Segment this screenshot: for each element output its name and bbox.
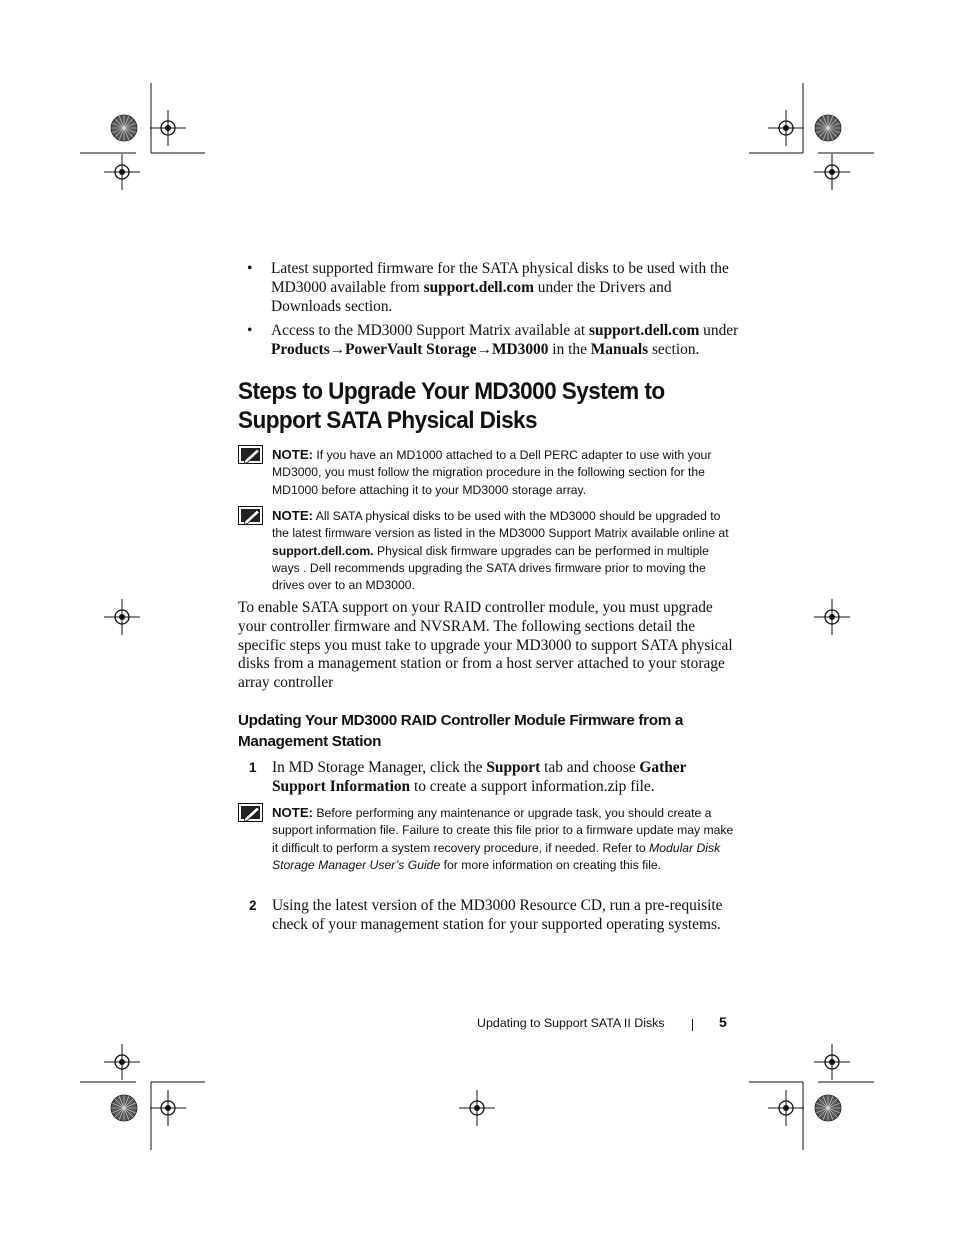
bullet-text bbox=[271, 259, 741, 316]
note-text bbox=[272, 804, 734, 874]
step-text bbox=[272, 759, 738, 797]
support-link[interactable]: support.dell.com bbox=[589, 322, 700, 339]
note-text-segment: All SATA physical disks to be used with the MD3000 should be upgraded to the latest firmware version as listed in the MD3000 Support Matrix available online at bbox=[272, 509, 729, 541]
support-tab-ref: Support bbox=[486, 759, 541, 776]
support-link[interactable]: support.dell.com. bbox=[272, 543, 374, 558]
note-pencil-icon bbox=[238, 506, 266, 528]
step-text-segment: to create a support information.zip file. bbox=[410, 777, 655, 795]
note-text bbox=[272, 507, 734, 594]
note-label: NOTE: bbox=[272, 805, 314, 820]
body-paragraph: To enable SATA support on your RAID controller module, you must upgrade your controller firmware and NVSRAM. The following sections detail the specific steps you must take to upgrade your MD3000 to support SATA physical disks from a management station or from a host server attached to your storage array controller bbox=[238, 599, 733, 692]
subsection-heading: Updating Your MD3000 RAID Controller Module Firmware from a Management Station bbox=[238, 712, 684, 750]
footer-divider bbox=[692, 1019, 693, 1031]
note-text bbox=[272, 446, 734, 499]
support-link[interactable]: support.dell.com bbox=[423, 279, 534, 296]
section-heading: Steps to Upgrade Your MD3000 System to Support SATA Physical Disks bbox=[238, 378, 665, 434]
arrow-glyph: → bbox=[329, 341, 346, 358]
step-number: 1 bbox=[249, 760, 257, 775]
note-pencil-icon bbox=[238, 445, 266, 467]
menu-path-md3000: MD3000 bbox=[492, 341, 549, 358]
bullet-text-segment: section. bbox=[648, 341, 700, 358]
step-text-segment: tab and choose bbox=[540, 759, 640, 776]
bullet-text-segment: Latest supported firmware for the SATA physical disks to be used with the MD3000 available from bbox=[271, 260, 729, 296]
gather-support-info-ref: Gather Support Information bbox=[272, 759, 687, 795]
arrow-glyph: → bbox=[476, 341, 493, 358]
step-text: Using the latest version of the MD3000 Resource CD, run a pre-requisite check of your management station for your supported operating systems. bbox=[272, 897, 723, 933]
footer-chapter-title: Updating to Support SATA II Disks bbox=[477, 1016, 665, 1030]
bullet-text-segment: under the Drivers and Downloads section. bbox=[271, 279, 672, 315]
note-text-segment: Physical disk firmware upgrades can be performed in multiple ways . Dell recommends upgrading the SATA drives firmware prior to moving the drives over to an MD3000. bbox=[272, 543, 709, 593]
bullet-text-segment: under bbox=[699, 322, 739, 339]
menu-path-powervault: PowerVault Storage bbox=[345, 341, 477, 358]
bullet-dot: • bbox=[247, 322, 253, 339]
menu-path-products: Products bbox=[271, 341, 330, 358]
menu-path-manuals: Manuals bbox=[590, 341, 649, 358]
step-text-segment: In MD Storage Manager, click the bbox=[272, 759, 487, 776]
guide-title: Modular Disk Storage Manager User’s Guide bbox=[272, 840, 721, 872]
bullet-text-segment: in the bbox=[548, 341, 591, 358]
bullet-text-segment: Access to the MD3000 Support Matrix available at bbox=[271, 322, 590, 339]
note-text-segment: for more information on creating this file. bbox=[440, 857, 662, 872]
note-label: NOTE: bbox=[272, 447, 314, 462]
note-text-segment: If you have an MD1000 attached to a Dell PERC adapter to use with your MD3000, you must follow the migration procedure in the following section for the MD1000 before attaching it to your MD3000 storage array. bbox=[272, 448, 712, 497]
bullet-text bbox=[271, 321, 741, 359]
note-text-segment: Before performing any maintenance or upgrade task, you should create a support information file. Failure to create this file prior to a firmware update may make it difficult to perform a system recovery procedure, if needed. Refer to bbox=[272, 806, 734, 855]
page-number: 5 bbox=[719, 1014, 727, 1030]
note-label: NOTE: bbox=[272, 508, 314, 523]
bullet-dot: • bbox=[247, 260, 253, 277]
note-pencil-icon bbox=[238, 803, 266, 825]
step-number: 2 bbox=[249, 898, 257, 913]
